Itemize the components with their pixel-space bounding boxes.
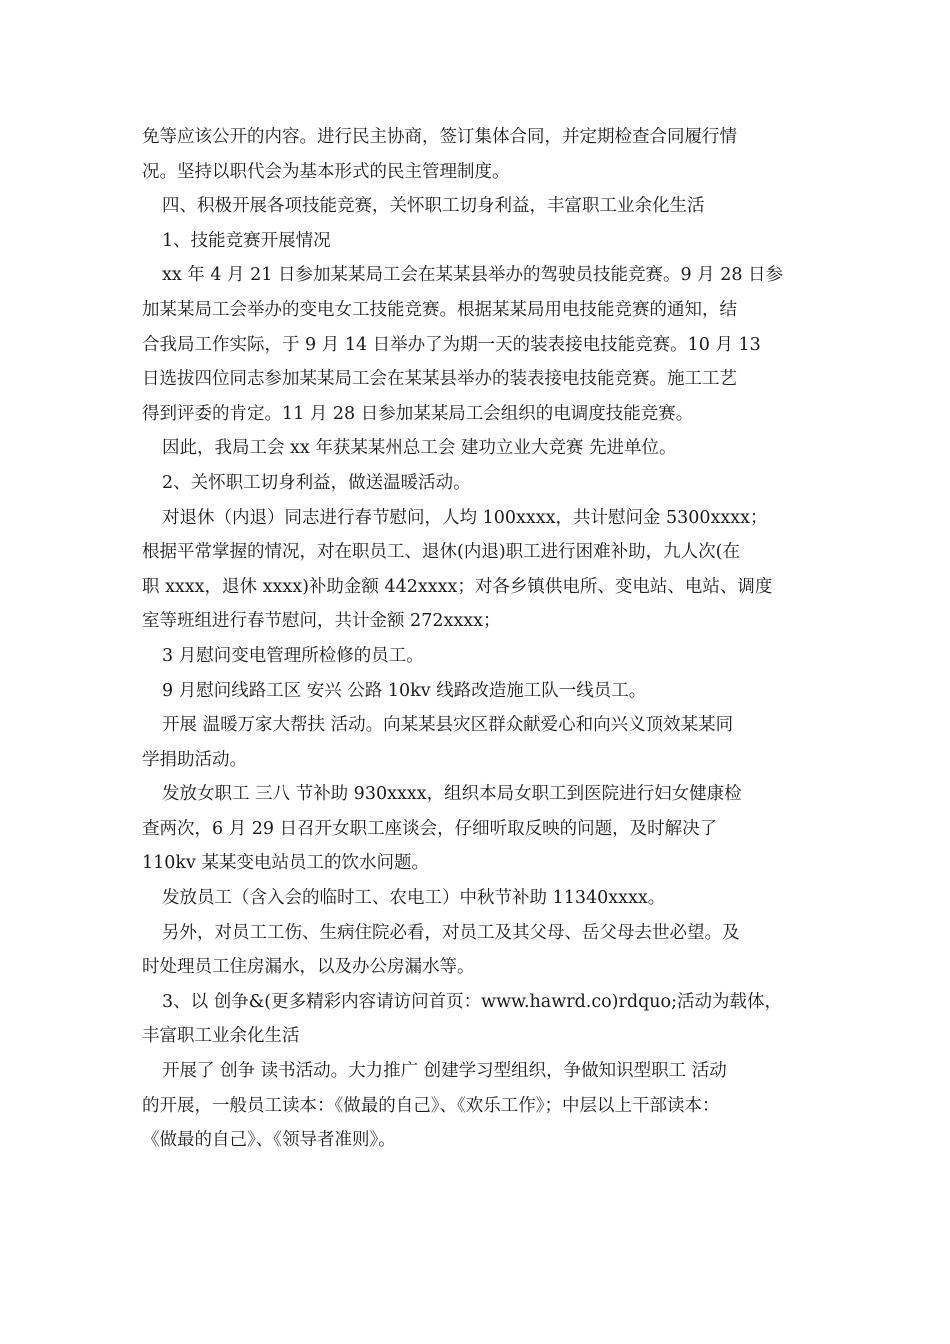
- text-line: 免等应该公开的内容。进行民主协商，签订集体合同，并定期检查合同履行情: [142, 127, 737, 147]
- text-line: 发放女职工 三八 节补助 930xxxx，组织本局女职工到医院进行妇女健康检: [162, 784, 742, 805]
- text-line: 1、技能竞赛开展情况: [162, 230, 331, 251]
- text-line: 的开展，一般员工读本：《做最的自己》、《欢乐工作》；中层以上干部读本：: [142, 1095, 720, 1116]
- text-line: 因此，我局工会 xx 年获某某州总工会 建功立业大竞赛 先进单位。: [162, 438, 677, 459]
- text-line: 室等班组进行春节慰问，共计金额 272xxxx；: [142, 611, 501, 632]
- text-line: 丰富职工业余化生活: [142, 1026, 300, 1047]
- text-line: 职 xxxx，退休 xxxx)补助金额 442xxxx；对各乡镇供电所、变电站、电站、调度: [142, 576, 773, 597]
- text-line: 四、积极开展各项技能竞赛，关怀职工切身利益，丰富职工业余化生活: [162, 196, 705, 217]
- text-line: 合我局工作实际，于 9 月 14 日举办了为期一天的装表接电技能竞赛。10 月 13: [142, 334, 761, 355]
- text-line: 《做最的自己》、《领导者准则》。: [142, 1130, 396, 1151]
- text-line: 根据平常掌握的情况，对在职员工、退休(内退)职工进行困难补助，九人次(在: [142, 542, 740, 563]
- text-line: 时处理员工住房漏水，以及办公房漏水等。: [142, 957, 475, 978]
- text-line: 2、关怀职工切身利益，做送温暖活动。: [162, 472, 471, 493]
- text-line: 对退休（内退）同志进行春节慰问，人均 100xxxx，共计慰问金 5300xxxx；: [162, 507, 768, 528]
- text-line: 发放员工（含入会的临时工、农电工）中秋节补助 11340xxxx。: [162, 888, 666, 909]
- text-line: 3 月慰问变电管理所检修的员工。: [162, 645, 424, 666]
- text-line: 开展 温暖万家大帮扶 活动。向某某县灾区群众献爱心和向兴义顶效某某同: [162, 715, 734, 736]
- text-line: 加某某局工会举办的变电女工技能竞赛。根据某某局用电技能竞赛的通知，结: [142, 299, 737, 320]
- text-line: 3、以 创争&(更多精彩内容请访问首页：www.hawrd.co)rdquo;活动为载体，: [162, 991, 782, 1012]
- text-line: 学捐助活动。: [142, 749, 247, 770]
- text-line: 况。坚持以职代会为基本形式的民主管理制度。: [142, 161, 510, 182]
- text-line: 日选拔四位同志参加某某局工会在某某县举办的装表接电技能竞赛。施工工艺: [142, 369, 737, 390]
- document-body: [142, 120, 812, 1158]
- text-line: 110kv 某某变电站员工的饮水问题。: [142, 853, 429, 874]
- text-line: 另外，对员工工伤、生病住院必看，对员工及其父母、岳父母去世必望。及: [162, 922, 740, 943]
- text-line: 得到评委的肯定。11 月 28 日参加某某局工会组织的电调度技能竞赛。: [142, 403, 694, 424]
- text-line: 查两次，6 月 29 日召开女职工座谈会，仔细听取反映的问题，及时解决了: [142, 818, 718, 839]
- text-line: 开展了 创争 读书活动。大力推广 创建学习型组织，争做知识型职工 活动: [162, 1061, 727, 1082]
- text-line: xx 年 4 月 21 日参加某某局工会在某某县举办的驾驶员技能竞赛。9 月 28 日参: [162, 265, 784, 286]
- text-line: 9 月慰问线路工区 安兴 公路 10kv 线路改造施工队一线员工。: [162, 680, 647, 701]
